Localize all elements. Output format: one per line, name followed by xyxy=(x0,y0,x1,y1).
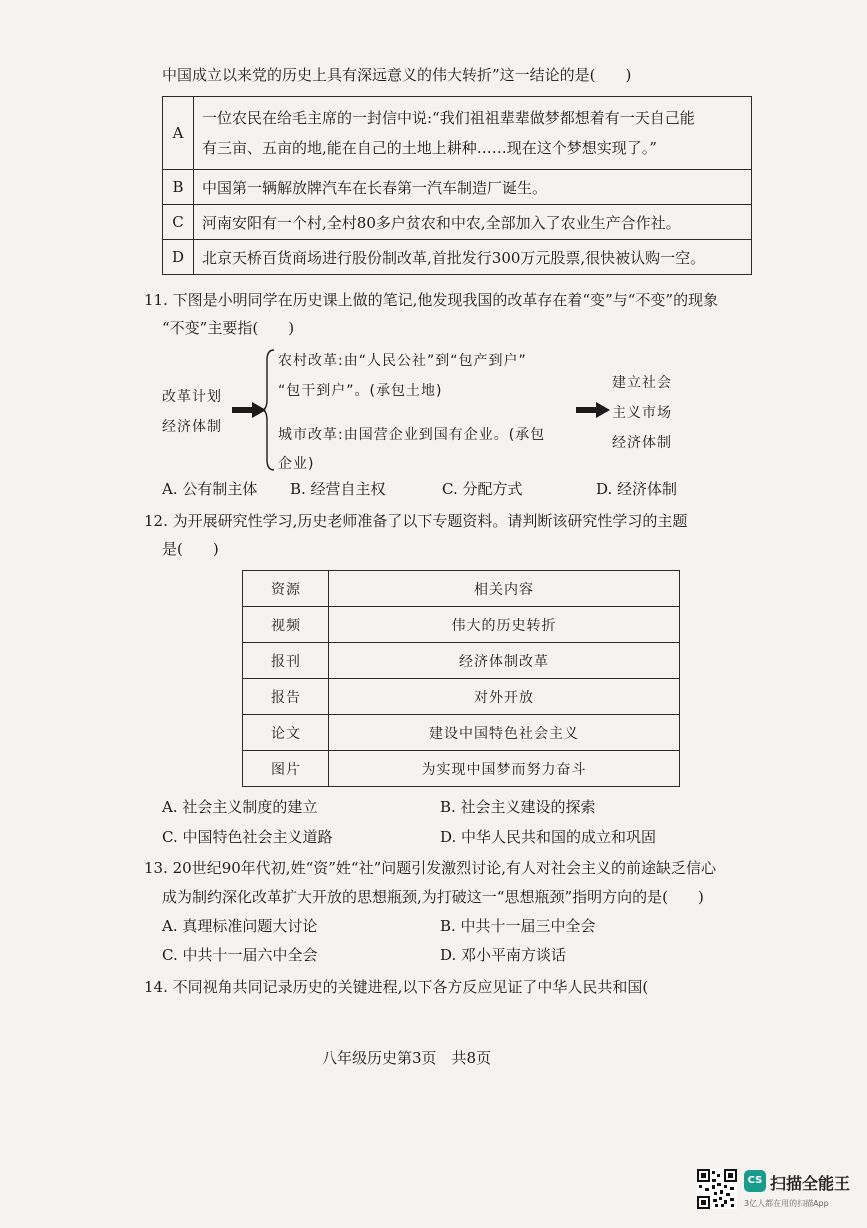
option-text: 河南安阳有一个村,全村80多户贫农和中农,全部加入了农业生产合作社。 xyxy=(194,205,752,240)
q13-choice-a: A. 真理标准问题大讨论 xyxy=(162,917,318,935)
q12-choice-b: B. 社会主义建设的探索 xyxy=(440,798,596,816)
table-cell: 论文 xyxy=(243,715,329,751)
q12-stem-line1: 12. 为开展研究性学习,历史老师准备了以下专题资料。请判断该研究性学习的主题 xyxy=(144,512,688,530)
q13-stem-line1: 13. 20世纪90年代初,姓“资”姓“社”问题引发激烈讨论,有人对社会主义的前途缺乏信心 xyxy=(144,859,717,877)
table-row xyxy=(243,751,680,787)
q10-option-row xyxy=(163,205,752,240)
q13-choice-c: C. 中共十一届六中全会 xyxy=(162,946,318,964)
brace-icon xyxy=(262,348,276,472)
table-cell: 为实现中国梦而努力奋斗 xyxy=(329,751,680,787)
diagram-right-line3: 经济体制 xyxy=(612,435,672,451)
q10-options-table xyxy=(162,96,752,275)
table-cell: 视频 xyxy=(243,607,329,643)
resource-table-header xyxy=(243,571,680,607)
q12-choice-c: C. 中国特色社会主义道路 xyxy=(162,828,333,846)
table-cell: 伟大的历史转折 xyxy=(329,607,680,643)
table-cell: 对外开放 xyxy=(329,679,680,715)
table-row xyxy=(243,715,680,751)
urban-reform-line2: 企业) xyxy=(278,456,315,472)
q10-option-row xyxy=(163,240,752,275)
option-text-line: 一位农民在给毛主席的一封信中说:“我们祖祖辈辈做梦都想着有一天自己能 xyxy=(202,109,695,127)
table-cell: 报告 xyxy=(243,679,329,715)
rural-reform-line1: 农村改革:由“人民公社”到“包产到户” xyxy=(278,353,527,369)
arrow-right-icon xyxy=(576,402,610,418)
q10-option-row xyxy=(163,170,752,205)
arrow-right-icon xyxy=(232,402,266,418)
option-letter: A xyxy=(163,97,194,170)
q11-choice-c: C. 分配方式 xyxy=(442,480,523,498)
diagram-left-line1: 改革计划 xyxy=(162,389,222,405)
q10-stem-tail: 中国成立以来党的历史上具有深远意义的伟大转折”这一结论的是( ) xyxy=(162,66,632,84)
scanner-tagline: 3亿人都在用的扫描App xyxy=(744,1199,829,1208)
q13-choice-d: D. 邓小平南方谈话 xyxy=(440,946,567,964)
diagram-right-line2: 主义市场 xyxy=(612,405,672,421)
resource-table xyxy=(242,570,680,787)
table-cell: 经济体制改革 xyxy=(329,643,680,679)
option-letter: D xyxy=(163,240,194,275)
table-row xyxy=(243,643,680,679)
rural-reform-line2: “包干到户”。(承包土地) xyxy=(278,383,443,399)
table-cell: 建设中国特色社会主义 xyxy=(329,715,680,751)
page-footer: 八年级历史第3页 共8页 xyxy=(322,1049,492,1067)
table-row xyxy=(243,679,680,715)
q13-choice-b: B. 中共十一届三中全会 xyxy=(440,917,596,935)
q11-stem-line2: “不变”主要指( ) xyxy=(162,319,295,337)
option-text: 北京天桥百货商场进行股份制改革,首批发行300万元股票,很快被认购一空。 xyxy=(194,240,752,275)
option-text xyxy=(194,97,752,170)
q11-stem-line1: 11. 下图是小明同学在历史课上做的笔记,他发现我国的改革存在着“变”与“不变”的现象 xyxy=(144,291,719,309)
q14-stem-line1: 14. 不同视角共同记录历史的关键进程,以下各方反应见证了中华人民共和国( xyxy=(144,978,649,996)
diagram-left-line2: 经济体制 xyxy=(162,419,222,435)
q11-choice-b: B. 经营自主权 xyxy=(290,480,386,498)
q12-choice-a: A. 社会主义制度的建立 xyxy=(162,798,318,816)
q11-choice-a: A. 公有制主体 xyxy=(162,480,258,498)
option-letter: B xyxy=(163,170,194,205)
table-row xyxy=(243,607,680,643)
qr-code-icon xyxy=(697,1169,737,1209)
q13-stem-line2: 成为制约深化改革扩大开放的思想瓶颈,为打破这一“思想瓶颈”指明方向的是( ) xyxy=(162,888,704,906)
option-text: 中国第一辆解放牌汽车在长春第一汽车制造厂诞生。 xyxy=(194,170,752,205)
scanner-app-name: 扫描全能王 xyxy=(770,1174,851,1193)
q10-option-row xyxy=(163,97,752,170)
q12-choice-d: D. 中华人民共和国的成立和巩固 xyxy=(440,828,657,846)
table-cell: 图片 xyxy=(243,751,329,787)
scanner-logo-badge: CS xyxy=(744,1170,766,1192)
table-cell: 报刊 xyxy=(243,643,329,679)
header-cell: 相关内容 xyxy=(329,571,680,607)
q12-stem-line2: 是( ) xyxy=(162,540,219,558)
option-text-line: 有三亩、五亩的地,能在自己的土地上耕种……现在这个梦想实现了。” xyxy=(202,139,657,157)
diagram-right-line1: 建立社会 xyxy=(612,375,672,391)
q11-choice-d: D. 经济体制 xyxy=(596,480,678,498)
urban-reform-line1: 城市改革:由国营企业到国有企业。(承包 xyxy=(278,427,546,443)
header-cell: 资源 xyxy=(243,571,329,607)
option-letter: C xyxy=(163,205,194,240)
